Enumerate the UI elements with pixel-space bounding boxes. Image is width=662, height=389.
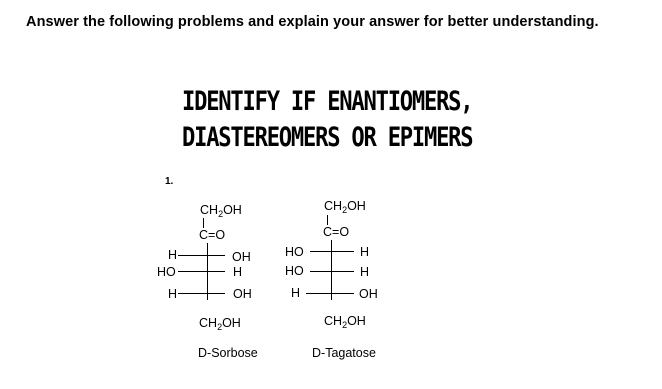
sorbose-carbonyl: C=O: [199, 228, 226, 242]
tagatose-bottom-ch2oh: $CH_2OH$: [324, 314, 366, 330]
tagatose-row-2-line: [310, 271, 354, 272]
sorbose-row-3-left: H: [168, 287, 178, 301]
tagatose-bond-top: [327, 215, 328, 225]
sorbose-row-2-right: H: [233, 265, 243, 279]
sorbose-row-2-left: HO: [157, 265, 176, 279]
sorbose-row-1-line: [178, 255, 225, 256]
heading-line-1: IDENTIFY IF ENANTIOMERS,: [182, 86, 473, 117]
sorbose-bottom-ch2oh: $CH_2OH$: [199, 316, 241, 332]
tagatose-row-2-right: H: [360, 265, 370, 279]
instruction-text: Answer the following problems and explain your answer for better understanding.: [26, 14, 599, 30]
tagatose-row-3-right: OH: [359, 287, 378, 301]
sorbose-row-1-left: H: [168, 248, 178, 262]
sorbose-top-ch2oh: $CH_2OH$: [200, 203, 242, 219]
sorbose-name: D-Sorbose: [198, 346, 258, 360]
sorbose-row-1-right: OH: [232, 250, 251, 264]
sorbose-row-3-line: [178, 293, 225, 294]
sorbose-row-3-right: OH: [233, 287, 252, 301]
heading-line-2: DIASTEREOMERS OR EPIMERS: [182, 122, 473, 153]
tagatose-row-2-left: HO: [285, 264, 304, 278]
question-number: 1.: [165, 176, 174, 187]
tagatose-row-1-left: HO: [285, 245, 304, 259]
tagatose-name: D-Tagatose: [312, 346, 376, 360]
tagatose-row-3-left: H: [291, 286, 301, 300]
sorbose-row-2-line: [178, 271, 225, 272]
tagatose-row-3-line: [306, 293, 354, 294]
tagatose-backbone: [331, 240, 332, 300]
tagatose-row-1-line: [310, 251, 354, 252]
sorbose-bond-top: [203, 218, 204, 228]
tagatose-carbonyl: C=O: [323, 225, 350, 239]
tagatose-row-1-right: H: [360, 245, 370, 259]
tagatose-top-ch2oh: $CH_2OH$: [324, 199, 366, 215]
